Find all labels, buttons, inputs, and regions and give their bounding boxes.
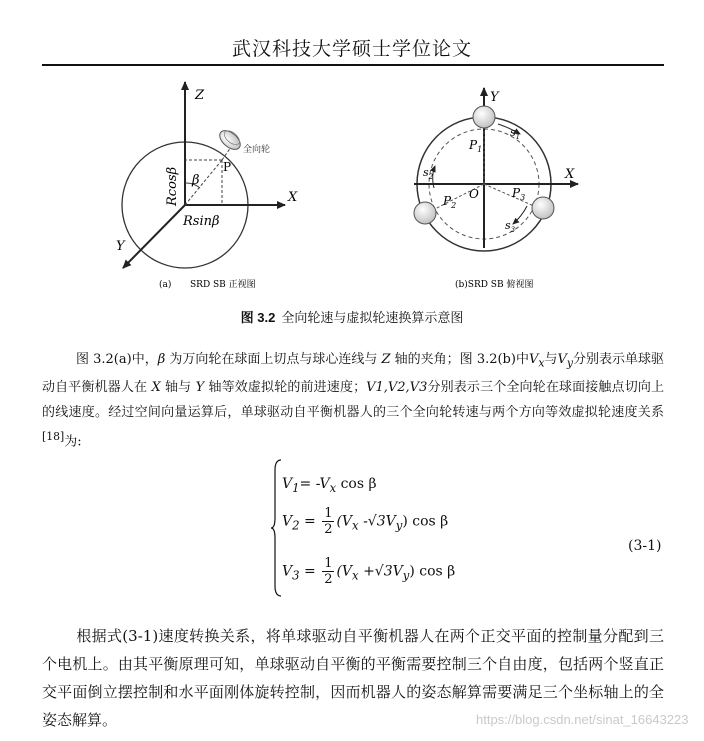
rsin-label: Rsinβ [183, 214, 220, 229]
citation-ref[interactable]: [18] [42, 430, 65, 444]
figure-caption [0, 307, 704, 326]
wheel-1-icon [473, 106, 495, 128]
p1-label: $P_1$ [469, 138, 483, 154]
s2-label: $s_2$ [423, 166, 434, 181]
omni-wheel-icon [216, 126, 244, 153]
sub-caption-b: (b)SRD SB 俯视图 [455, 280, 534, 290]
point-p-label: P [223, 160, 232, 174]
sub-label-a: (a) [159, 280, 172, 290]
s1-label: $s_1$ [510, 126, 521, 141]
equation-line-3: $V_3$ = $\frac{1}{2}$ $(V_x +√3V_y)$ cos β [282, 556, 456, 587]
figure-3-2 [0, 70, 704, 300]
paragraph-2: 根据式(3-1)速度转换关系，将单球驱动自平衡机器人在两个正交平面的控制量分配到三个电机上。由其平衡原理可知，单球驱动自平衡的平衡需要控制三个自由度，包括两个竖直正交平面倒立摆控制和水平面刚体旋转控制，因而机器人的姿态解算需要满足三个坐标轴上的全姿态解算。 [42, 627, 664, 729]
equation-line-2: $V_2$ = $\frac{1}{2}$ ($V_x$ $-√3V_y$) cos β [282, 506, 449, 537]
z-axis-label: Z [195, 88, 205, 103]
equation-number: (3-1) [628, 538, 662, 554]
beta-label: β [192, 173, 200, 188]
wheel-note-label: 全向轮 [243, 145, 271, 155]
x-axis-top-label: X [565, 167, 575, 182]
wheel-2-icon [414, 202, 436, 224]
x-axis-label: X [288, 190, 298, 205]
front-view-diagram [116, 82, 298, 290]
paragraph-1: 图 3.2(a)中，β 为万向轮在球面上切点与球心连线与 Z 轴的夹角；图 3.2(b)中$V_x$与$V_y$分别表示单球驱动自平衡机器人在 X 轴与 Y 轴等效虚拟轮的前进速度；V1,V2,V3分别表示三个全向轮在球面接触点切向上的线速度。经过空间向量运算后，单球驱动自平衡机器人的三个全向轮转速与两个方向等效虚拟轮速度关系[18]为: [42, 352, 665, 450]
radius-line [185, 160, 222, 205]
figure-number: 图 3.2 [240, 310, 276, 325]
origin-label: O [469, 187, 479, 201]
p3-label: $P_3$ [512, 186, 526, 202]
p2-label: $P_2$ [443, 194, 457, 210]
sub-caption-a: SRD SB 正视图 [190, 280, 256, 290]
wheel-3-icon [532, 197, 554, 219]
top-view-diagram [414, 88, 578, 290]
y-axis-top-label: Y [490, 90, 499, 105]
rcos-label: Rcosβ [165, 166, 180, 206]
y-axis [123, 205, 185, 268]
watermark-url: https://blog.csdn.net/sinat_16643223 [476, 712, 689, 727]
y-axis-label: Y [116, 239, 125, 254]
s3-label: $s_3$ [505, 219, 516, 234]
equation-line-1: $V_1= -V_x$ cos β [282, 476, 377, 495]
figure-caption-text: 全向轮速与虚拟轮速换算示意图 [281, 311, 464, 326]
s3-arrow [513, 206, 527, 224]
header-rule [42, 64, 664, 66]
page-header: 武汉科技大学硕士学位论文 [231, 38, 472, 60]
